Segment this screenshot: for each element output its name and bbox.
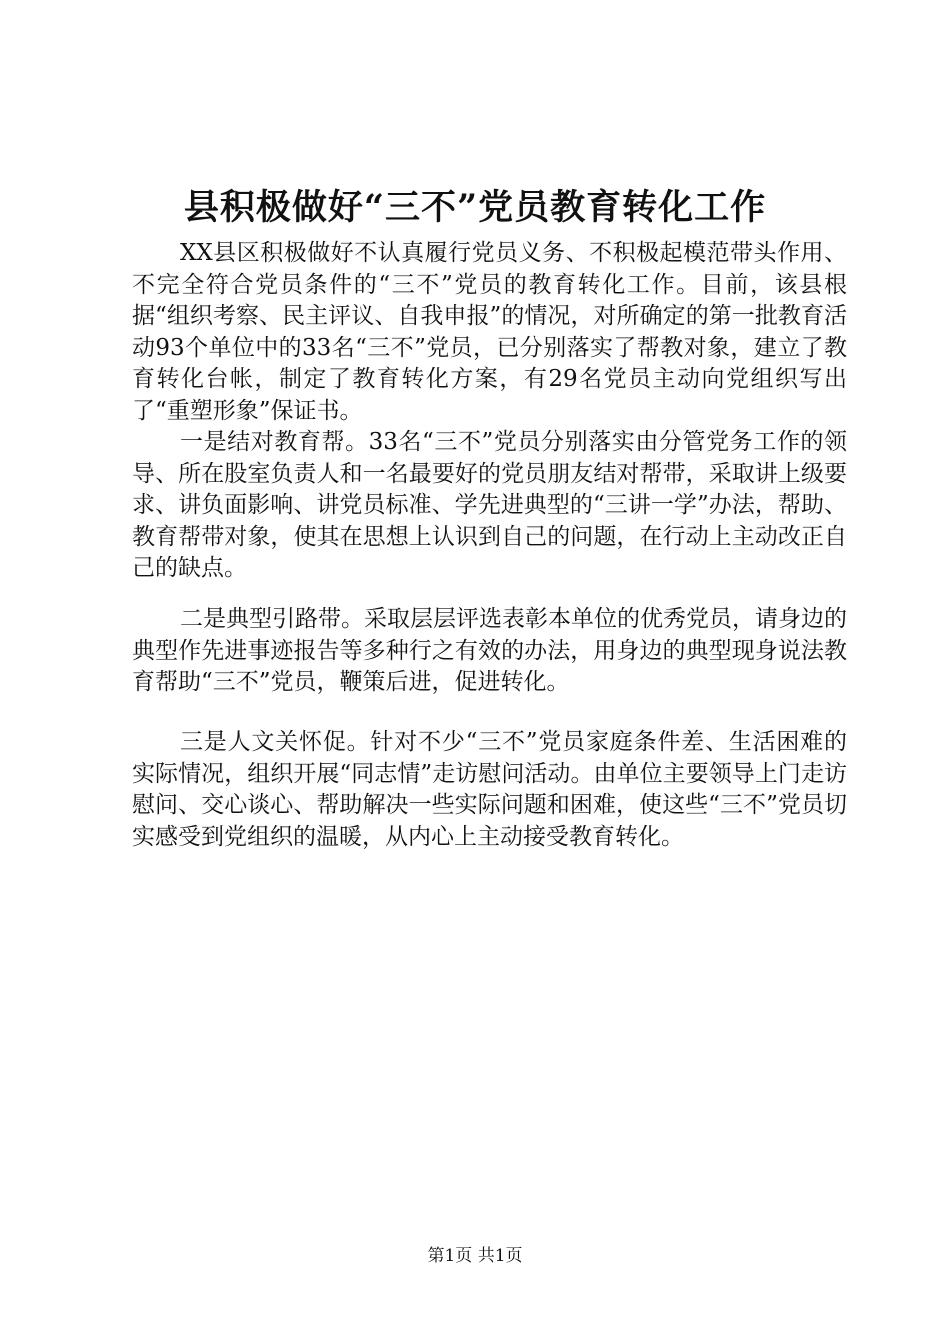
page-number-footer: 第1页 共1页 bbox=[427, 1246, 523, 1266]
document-title: 县积极做好“三不”党员教育转化工作 bbox=[183, 187, 767, 228]
paragraph-intro: XX县区积极做好不认真履行党员义务、不积极起模范带头作用、不完全符合党员条件的“三不”党员的教育转化工作。目前，该县根据“组织考察、民主评议、自我申报”的情况，对所确定的第一批教育活动93个单位中的33名“三不”党员，已分别落实了帮教对象，建立了教育转化台帐，制定了教育转化方案，有29名党员主动向党组织写出了“重塑形象”保证书。 bbox=[132, 240, 847, 424]
paragraph-point-two: 二是典型引路带。采取层层评选表彰本单位的优秀党员，请身边的典型作先进事迹报告等多种行之有效的办法，用身边的典型现身说法教育帮助“三不”党员，鞭策后进，促进转化。 bbox=[132, 606, 847, 695]
paragraph-point-three: 三是人文关怀促。针对不少“三不”党员家庭条件差、生活困难的实际情况，组织开展“同志情”走访慰问活动。由单位主要领导上门走访慰问、交心谈心、帮助解决一些实际问题和困难，使这些“三不”党员切实感受到党组织的温暖，从内心上主动接受教育转化。 bbox=[132, 729, 847, 850]
paragraph-point-one: 一是结对教育帮。33名“三不”党员分别落实由分管党务工作的领导、所在股室负责人和一名最要好的党员朋友结对帮带，采取讲上级要求、讲负面影响、讲党员标准、学先进典型的“三讲一学”办法，帮助、教育帮带对象，使其在思想上认识到自己的问题，在行动上主动改正自己的缺点。 bbox=[132, 429, 847, 581]
